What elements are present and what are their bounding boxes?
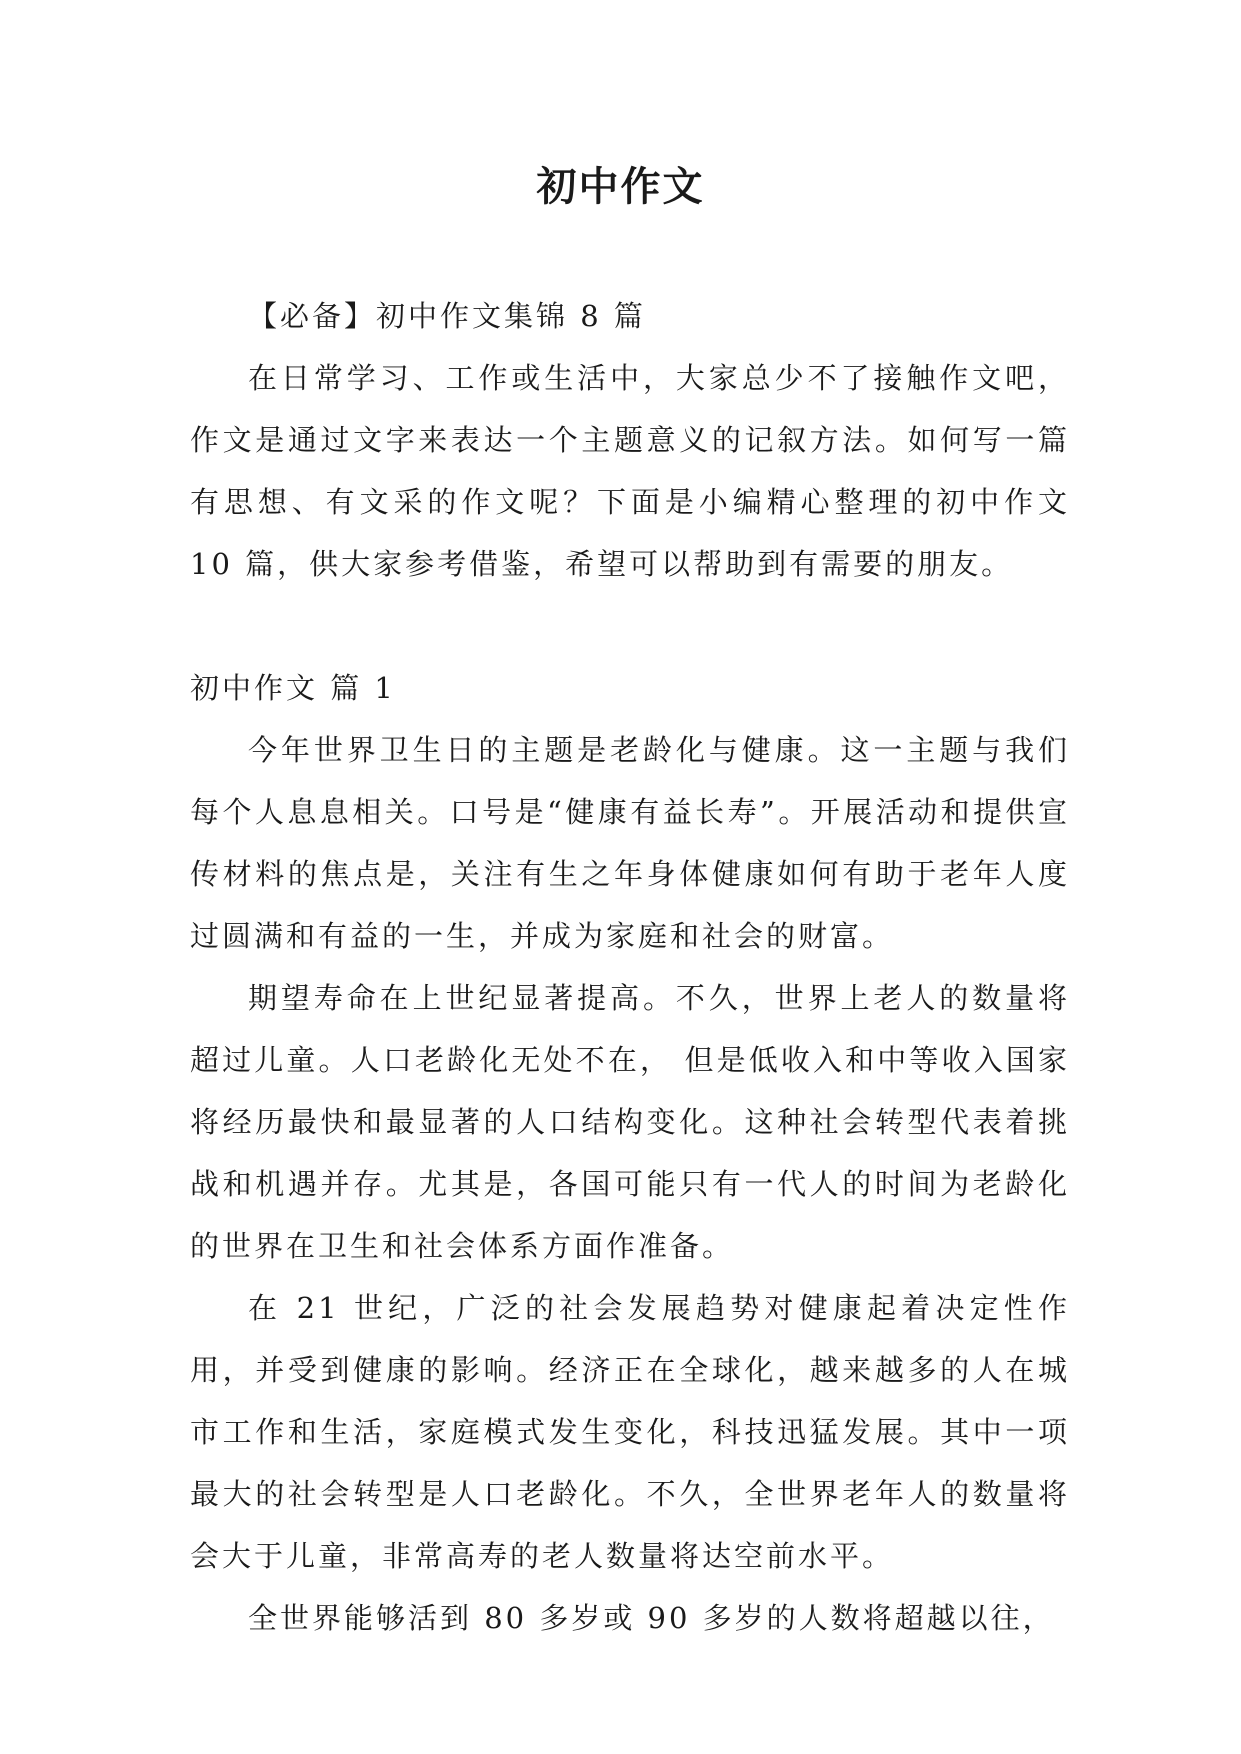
body-paragraph-2: 期望寿命在上世纪显著提高。不久，世界上老人的数量将超过儿童。人口老龄化无处不在， 但是低收入和中等收入国家将经历最快和最显著的人口结构变化。这种社会转型代表着挑战和机遇并存。尤其是，各国可能只有一代人的时间为老龄化的世界在卫生和社会体系方面作准备。 (190, 981, 1070, 1263)
section-heading: 初中作文 篇 1 (190, 671, 396, 705)
body-paragraph-3: 在 21 世纪，广泛的社会发展趋势对健康起着决定性作用，并受到健康的影响。经济正在全球化，越来越多的人在城市工作和生活，家庭模式发生变化，科技迅猛发展。其中一项最大的社会转型是人口老龄化。不久，全世界老年人的数量将会大于儿童，非常高寿的老人数量将达空前水平。 (190, 1291, 1070, 1573)
intro-paragraph: 在日常学习、工作或生活中，大家总少不了接触作文吧，作文是通过文字来表达一个主题意义的记叙方法。如何写一篇有思想、有文采的作文呢？下面是小编精心整理的初中作文 10 篇，供大家参考借鉴，希望可以帮助到有需要的朋友。 (190, 361, 1070, 581)
body-paragraph-1: 今年世界卫生日的主题是老龄化与健康。这一主题与我们每个人息息相关。口号是“健康有益长寿”。开展活动和提供宣传材料的焦点是，关注有生之年身体健康如何有助于老年人度过圆满和有益的一生，并成为家庭和社会的财富。 (190, 733, 1070, 953)
document-title: 初中作文 (536, 164, 705, 210)
document-body (190, 285, 1070, 1649)
body-paragraph-4: 全世界能够活到 80 多岁或 90 多岁的人数将超越以往， (248, 1601, 1055, 1635)
document-subtitle: 【必备】初中作文集锦 8 篇 (248, 299, 646, 333)
